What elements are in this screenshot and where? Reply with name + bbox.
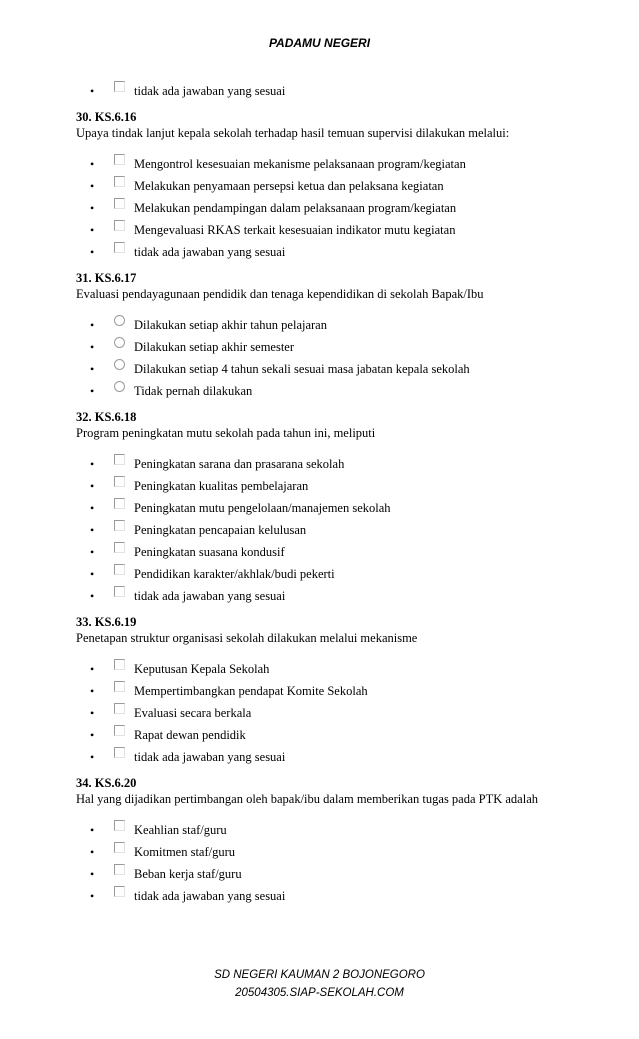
checkbox[interactable] xyxy=(114,81,125,92)
bullet-icon: • xyxy=(90,84,95,98)
list-item xyxy=(76,219,616,241)
question-code: 32. KS.6.18 xyxy=(76,410,137,424)
bullet-icon: • xyxy=(90,523,95,537)
option-label: Dilakukan setiap akhir semester xyxy=(134,340,295,354)
list-item xyxy=(76,746,616,768)
checkbox[interactable] xyxy=(114,820,125,831)
page-header-title: PADAMU NEGERI xyxy=(268,36,371,50)
checkbox[interactable] xyxy=(114,476,125,487)
bullet-icon: • xyxy=(90,157,95,171)
list-item xyxy=(76,819,616,841)
option-label: tidak ada jawaban yang sesuai xyxy=(134,750,286,764)
bullet-icon: • xyxy=(90,567,95,581)
question-block xyxy=(76,615,616,768)
option-label: tidak ada jawaban yang sesuai xyxy=(134,589,286,603)
list-item xyxy=(76,680,616,702)
checkbox[interactable] xyxy=(114,176,125,187)
checkbox[interactable] xyxy=(114,242,125,253)
checkbox[interactable] xyxy=(114,703,125,714)
question-code: 33. KS.6.19 xyxy=(76,615,137,629)
bullet-icon: • xyxy=(90,201,95,215)
radio-button[interactable] xyxy=(114,337,125,348)
checkbox[interactable] xyxy=(114,747,125,758)
option-label: Tidak pernah dilakukan xyxy=(134,384,253,398)
checkbox[interactable] xyxy=(114,220,125,231)
question-block xyxy=(76,776,616,907)
list-item xyxy=(76,519,616,541)
bullet-icon: • xyxy=(90,750,95,764)
list-item xyxy=(76,336,616,358)
checkbox[interactable] xyxy=(114,886,125,897)
checkbox[interactable] xyxy=(114,542,125,553)
list-item xyxy=(76,702,616,724)
option-label: Dilakukan setiap akhir tahun pelajaran xyxy=(134,318,327,332)
option-label: tidak ada jawaban yang sesuai xyxy=(134,889,286,903)
list-item xyxy=(76,358,616,380)
list-item xyxy=(76,314,616,336)
questionnaire-content xyxy=(76,80,616,907)
checkbox[interactable] xyxy=(114,154,125,165)
list-item xyxy=(76,563,616,585)
footer-school-name: SD NEGERI KAUMAN 2 BOJONEGORO xyxy=(214,969,425,981)
bullet-icon: • xyxy=(90,684,95,698)
question-block xyxy=(76,410,616,607)
bullet-icon: • xyxy=(90,845,95,859)
option-label: Peningkatan suasana kondusif xyxy=(134,545,285,559)
checkbox[interactable] xyxy=(114,564,125,575)
checkbox[interactable] xyxy=(114,586,125,597)
checkbox[interactable] xyxy=(114,498,125,509)
question-code: 30. KS.6.16 xyxy=(76,110,137,124)
bullet-icon: • xyxy=(90,706,95,720)
list-item xyxy=(76,885,616,907)
bullet-icon: • xyxy=(90,479,95,493)
option-label: Peningkatan kualitas pembelajaran xyxy=(134,479,309,493)
list-item xyxy=(76,80,616,102)
radio-button[interactable] xyxy=(114,381,125,392)
bullet-icon: • xyxy=(90,728,95,742)
option-label: Dilakukan setiap 4 tahun sekali sesuai masa jabatan kepala sekolah xyxy=(134,362,470,376)
option-label: Keahlian staf/guru xyxy=(134,823,227,837)
list-item xyxy=(76,380,616,402)
option-label: Keputusan Kepala Sekolah xyxy=(134,662,270,676)
radio-button[interactable] xyxy=(114,359,125,370)
list-item xyxy=(76,724,616,746)
option-label: Mengevaluasi RKAS terkait kesesuaian indikator mutu kegiatan xyxy=(134,223,456,237)
bullet-icon: • xyxy=(90,589,95,603)
list-item xyxy=(76,453,616,475)
option-label: Melakukan penyamaan persepsi ketua dan pelaksana kegiatan xyxy=(134,179,444,193)
list-item xyxy=(76,241,616,263)
option-label: Peningkatan mutu pengelolaan/manajemen sekolah xyxy=(134,501,391,515)
checkbox[interactable] xyxy=(114,725,125,736)
bullet-icon: • xyxy=(90,179,95,193)
bullet-icon: • xyxy=(90,340,95,354)
option-label: Rapat dewan pendidik xyxy=(134,728,246,742)
checkbox[interactable] xyxy=(114,198,125,209)
question-code: 34. KS.6.20 xyxy=(76,776,137,790)
checkbox[interactable] xyxy=(114,681,125,692)
list-item xyxy=(76,841,616,863)
question-text: Upaya tindak lanjut kepala sekolah terhadap hasil temuan supervisi dilakukan melalui: xyxy=(76,126,510,140)
bullet-icon: • xyxy=(90,662,95,676)
list-item xyxy=(76,541,616,563)
list-item xyxy=(76,153,616,175)
bullet-icon: • xyxy=(90,823,95,837)
bullet-icon: • xyxy=(90,245,95,259)
checkbox[interactable] xyxy=(114,659,125,670)
option-label: Komitmen staf/guru xyxy=(134,845,236,859)
question-text: Penetapan struktur organisasi sekolah dilakukan melalui mekanisme xyxy=(76,631,418,645)
option-label: tidak ada jawaban yang sesuai xyxy=(134,84,286,98)
option-label: tidak ada jawaban yang sesuai xyxy=(134,245,286,259)
option-label: Melakukan pendampingan dalam pelaksanaan program/kegiatan xyxy=(134,201,457,215)
list-item xyxy=(76,497,616,519)
option-label: Pendidikan karakter/akhlak/budi pekerti xyxy=(134,567,335,581)
list-item xyxy=(76,863,616,885)
bullet-icon: • xyxy=(90,545,95,559)
option-label: Evaluasi secara berkala xyxy=(134,706,252,720)
checkbox[interactable] xyxy=(114,454,125,465)
bullet-icon: • xyxy=(90,362,95,376)
bullet-icon: • xyxy=(90,501,95,515)
list-item xyxy=(76,175,616,197)
option-label: Mengontrol kesesuaian mekanisme pelaksanaan program/kegiatan xyxy=(134,157,466,171)
question-list xyxy=(76,110,616,907)
option-label: Beban kerja staf/guru xyxy=(134,867,242,881)
radio-button[interactable] xyxy=(114,315,125,326)
option-label: Peningkatan pencapaian kelulusan xyxy=(134,523,307,537)
checkbox[interactable] xyxy=(114,864,125,875)
option-label: Peningkatan sarana dan prasarana sekolah xyxy=(134,457,345,471)
bullet-icon: • xyxy=(90,318,95,332)
question-text: Program peningkatan mutu sekolah pada tahun ini, meliputi xyxy=(76,426,376,440)
list-item xyxy=(76,475,616,497)
question-text: Hal yang dijadikan pertimbangan oleh bapak/ibu dalam memberikan tugas pada PTK adalah xyxy=(76,792,539,806)
question-code: 31. KS.6.17 xyxy=(76,271,137,285)
checkbox[interactable] xyxy=(114,520,125,531)
list-item xyxy=(76,585,616,607)
bullet-icon: • xyxy=(90,889,95,903)
bullet-icon: • xyxy=(90,384,95,398)
checkbox[interactable] xyxy=(114,842,125,853)
question-text: Evaluasi pendayagunaan pendidik dan tenaga kependidikan di sekolah Bapak/Ibu xyxy=(76,287,484,301)
question-block xyxy=(76,271,616,402)
question-block xyxy=(76,110,616,263)
bullet-icon: • xyxy=(90,223,95,237)
bullet-icon: • xyxy=(90,457,95,471)
bullet-icon: • xyxy=(90,867,95,881)
page-footer xyxy=(0,966,639,1002)
list-item xyxy=(76,658,616,680)
option-label: Mempertimbangkan pendapat Komite Sekolah xyxy=(134,684,368,698)
list-item xyxy=(76,197,616,219)
footer-website: 20504305.SIAP-SEKOLAH.COM xyxy=(235,987,404,999)
